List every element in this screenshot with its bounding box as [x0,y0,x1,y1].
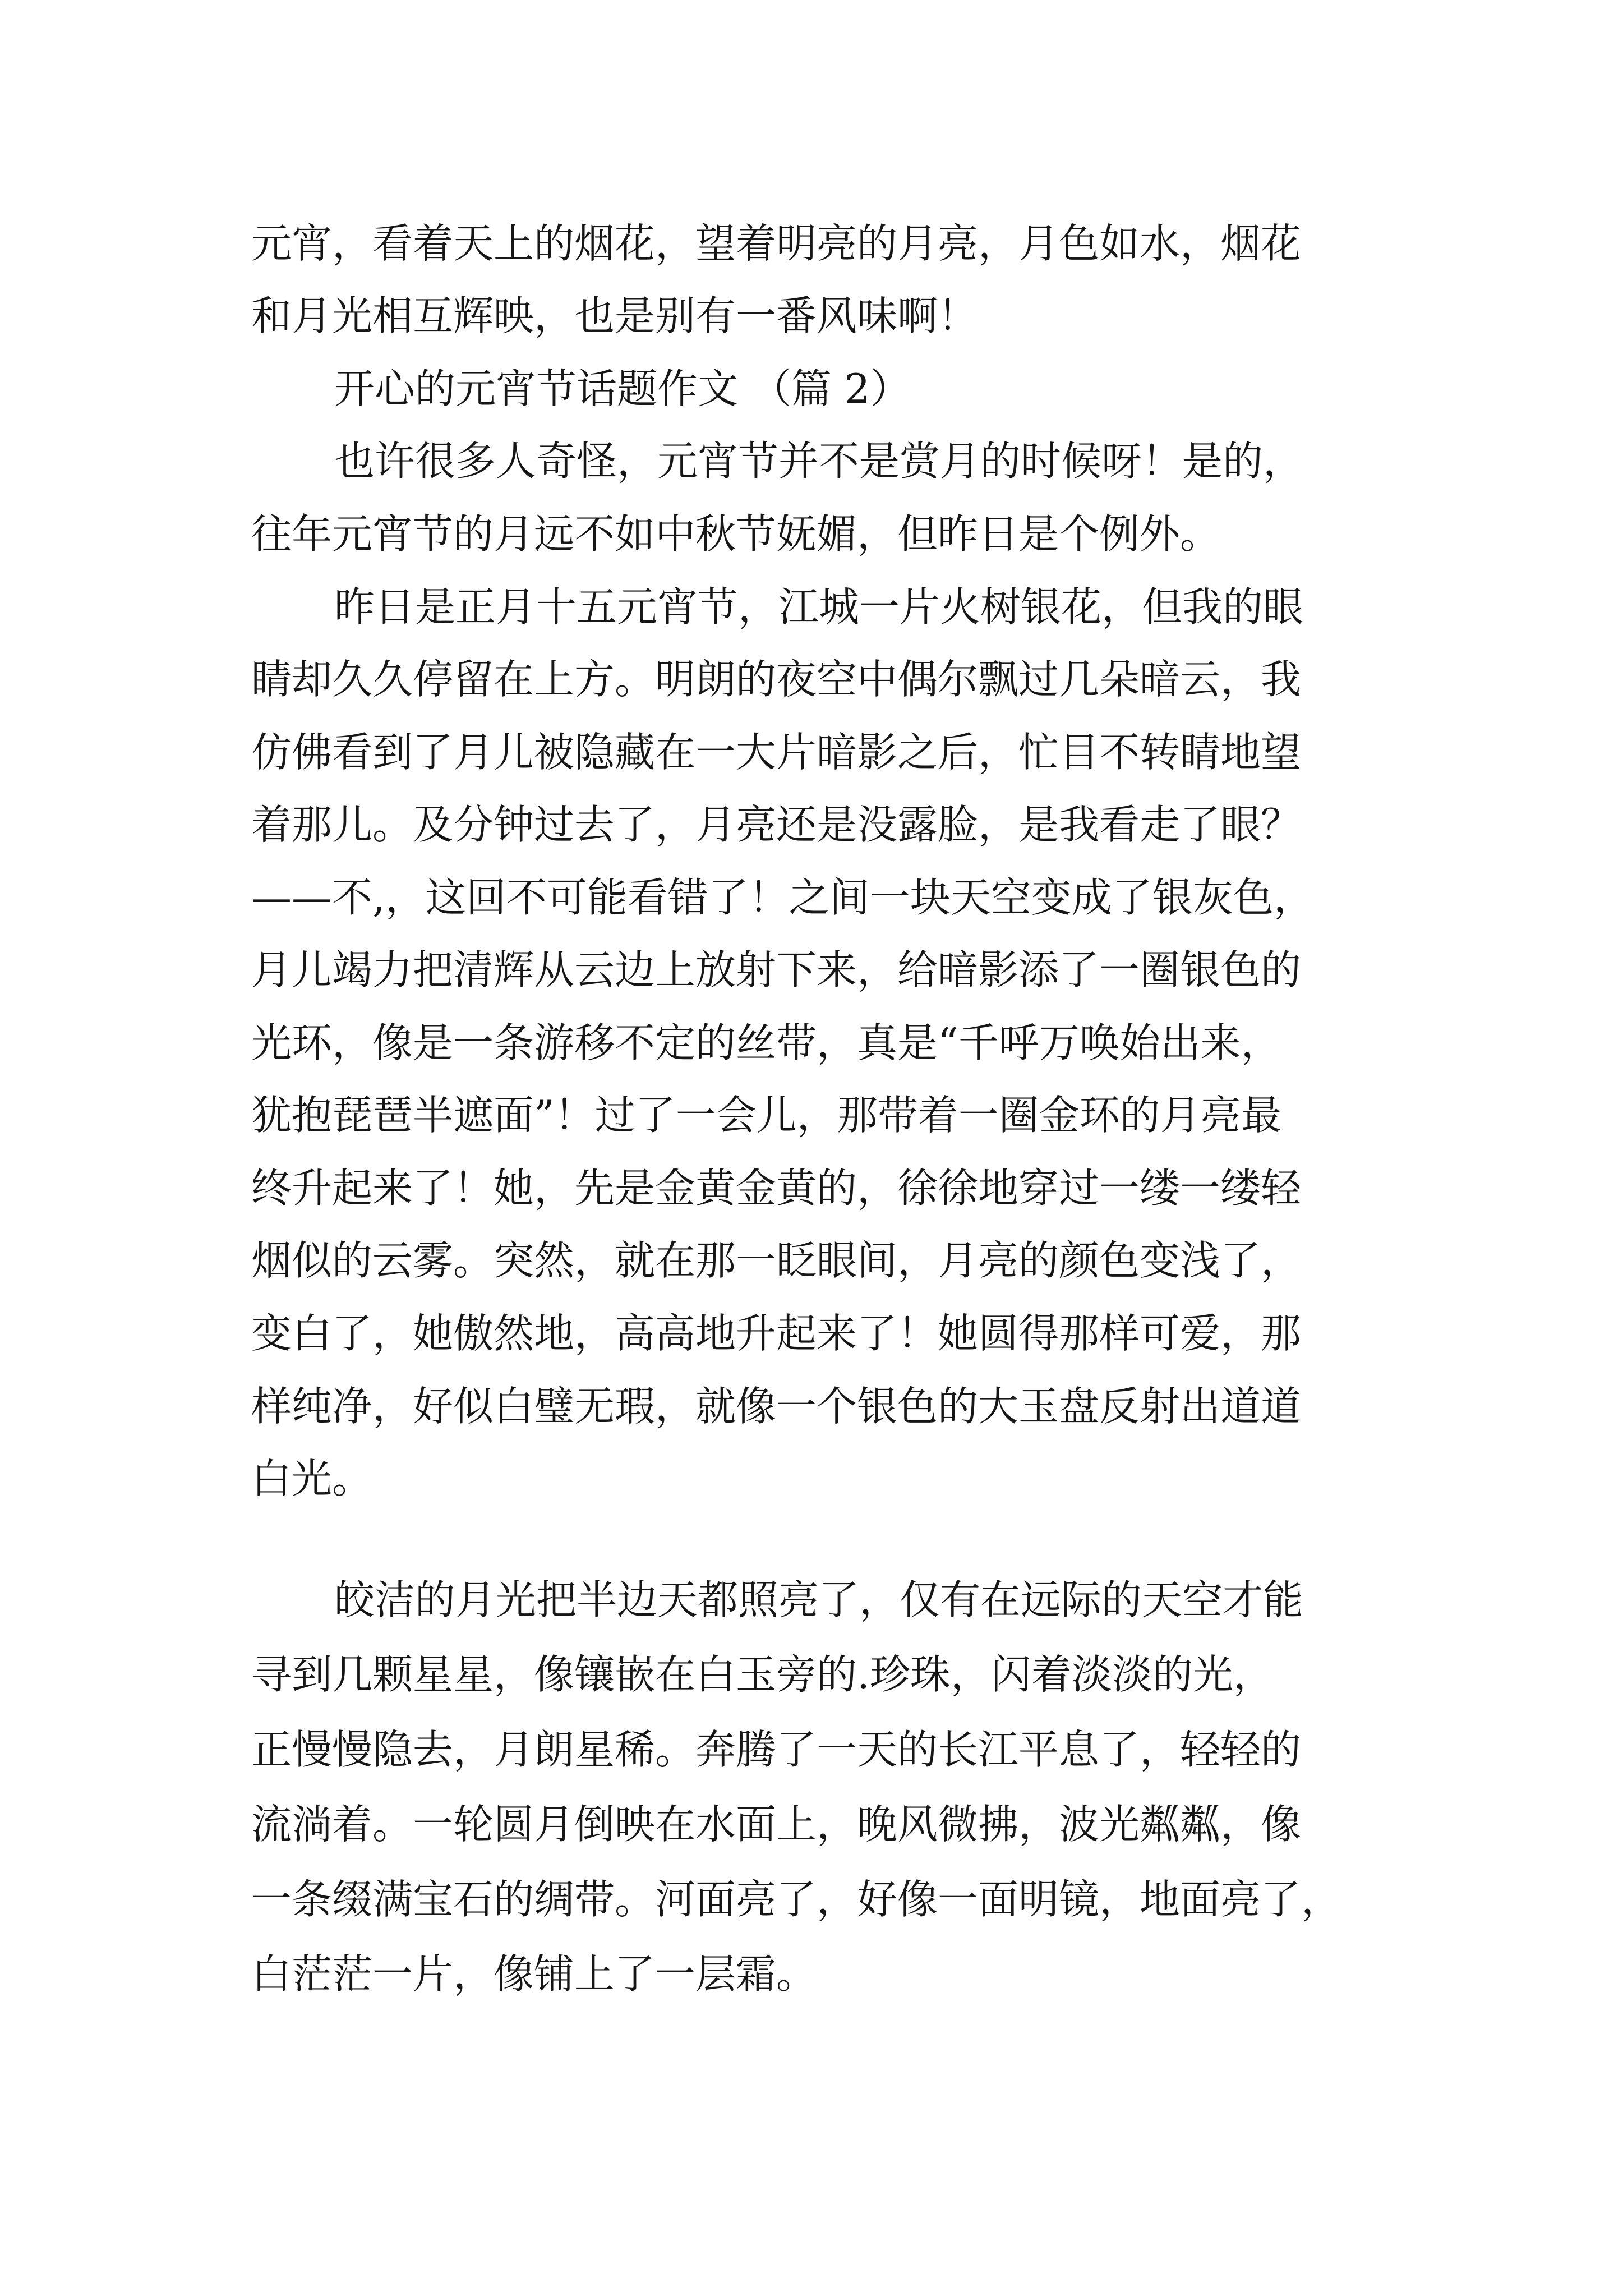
paragraph-start: 也许很多人奇怪，元宵节并不是赏月的时候呀！是的， [334,438,1304,485]
text-line: 变白了，她傲然地，高高地升起来了！她圆得那样可爱，那 [251,1310,1302,1357]
text-line: 样纯净，好似白璧无瑕，就像一个银色的大玉盘反射出道道 [251,1383,1302,1430]
text-line: 犹抱琵琶半遮面”！过了一会儿，那带着一圈金环的月亮最 [251,1092,1281,1139]
text-line: 流淌着。一轮圆月倒映在水面上，晚风微拂，波光粼粼，像 [251,1801,1302,1848]
text-line: 元宵，看着天上的烟花，望着明亮的月亮，月色如水，烟花 [251,220,1302,267]
text-line: 白茫茫一片，像铺上了一层霜。 [251,1950,817,1998]
text-line: 正慢慢隐去，月朗星稀。奔腾了一天的长江平息了，轻轻的 [251,1726,1302,1773]
text-line: 光环，像是一条游移不定的丝带，真是“千呼万唤始出来， [251,1019,1281,1066]
text-line: ——不,，这回不可能看错了！之间一块天空变成了银灰色， [251,874,1314,921]
text-line: 睛却久久停留在上方。明朗的夜空中偶尔飘过几朵暗云，我 [251,656,1302,703]
paragraph-start: 昨日是正月十五元宵节，江城一片火树银花，但我的眼 [334,583,1304,631]
text-line: 白光。 [251,1455,373,1502]
text-line: 着那儿。及分钟过去了，月亮还是没露脸，是我看走了眼？ [251,801,1302,848]
text-line: 终升起来了！她，先是金黄金黄的，徐徐地穿过一缕一缕轻 [251,1165,1302,1212]
text-line: 烟似的云雾。突然，就在那一眨眼间，月亮的颜色变浅了， [251,1237,1302,1284]
text-line: 月儿竭力把清辉从云边上放射下来，给暗影添了一圈银色的 [251,946,1302,993]
text-line: 往年元宵节的月远不如中秋节妩媚，但昨日是个例外。 [251,510,1221,558]
text-line: 一条缀满宝石的绸带。河面亮了，好像一面明镜，地面亮了， [251,1876,1342,1923]
paragraph-start: 皎洁的月光把半边天都照亮了，仅有在远际的天空才能 [334,1576,1304,1623]
section-heading: 开心的元宵节话题作文 （篇 2） [334,365,911,412]
text-line: 仿佛看到了月儿被隐藏在一大片暗影之后，忙目不转睛地望 [251,729,1302,776]
text-line: 和月光相互辉映，也是别有一番风味啊！ [251,292,979,339]
text-line: 寻到几颗星星，像镶嵌在白玉旁的.珍珠，闪着淡淡的光， [251,1651,1274,1698]
